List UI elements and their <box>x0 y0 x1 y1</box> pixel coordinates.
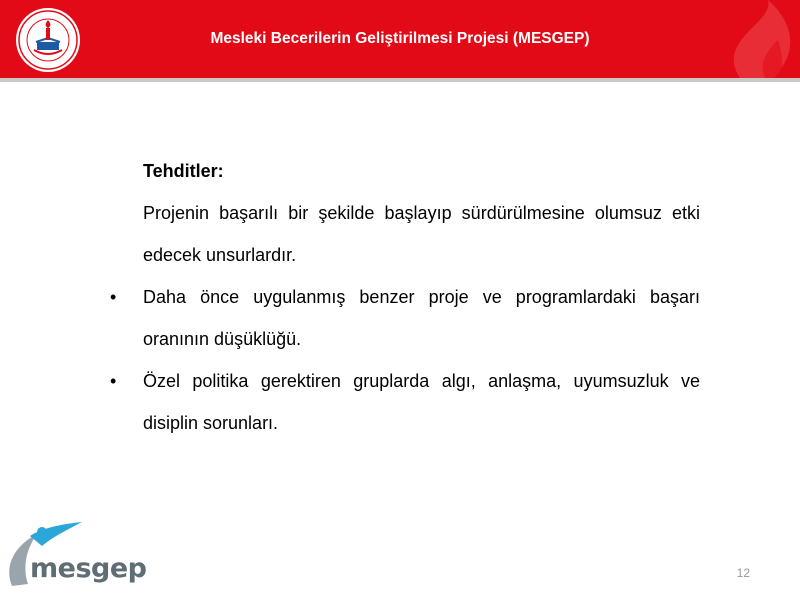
ministry-seal-icon <box>12 6 88 74</box>
slide-header <box>0 0 800 78</box>
header-divider <box>0 78 800 82</box>
intro-paragraph: Projenin başarılı bir şekilde başlayıp sürdürülmesine olumsuz etki edecek unsurlardır. <box>143 203 700 265</box>
list-item-text: Özel politika gerektiren gruplarda algı, anlaşma, uyumsuzluk ve disiplin sorunları. <box>143 371 700 433</box>
section-heading: Tehditler: <box>143 161 224 181</box>
mesgep-logo-text: mesgep <box>30 553 147 584</box>
list-item <box>110 276 700 360</box>
list-item <box>110 360 700 444</box>
list-item-text: Daha önce uygulanmış benzer proje ve programlardaki başarı oranının düşüklüğü. <box>143 287 700 349</box>
page-number: 12 <box>736 566 750 580</box>
slide-title: Mesleki Becerilerin Geliştirilmesi Projesi (MESGEP) <box>210 30 590 47</box>
bullet-icon: • <box>110 371 117 391</box>
bullet-icon: • <box>110 287 117 307</box>
slide-content <box>110 150 700 444</box>
